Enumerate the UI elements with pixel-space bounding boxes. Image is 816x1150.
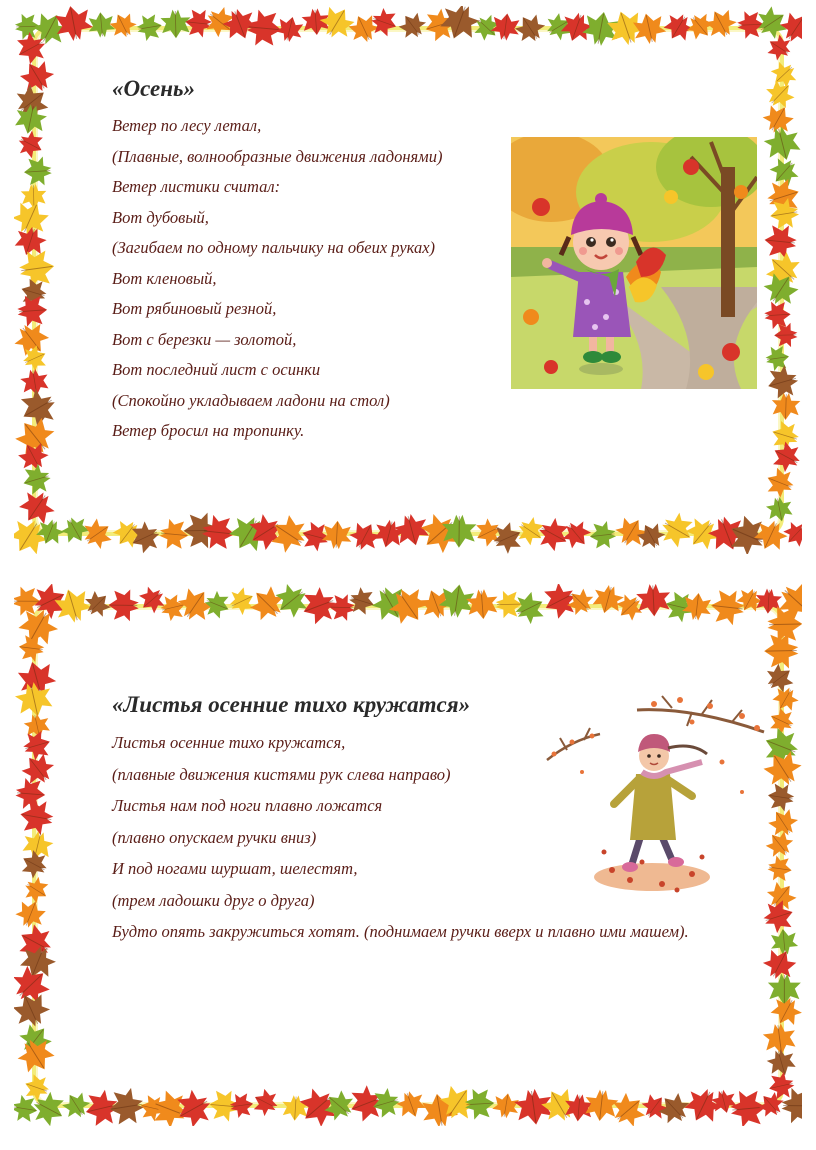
poem-title: «Листья осенние тихо кружатся» bbox=[112, 692, 471, 717]
poem-line: (Спокойно укладываем ладони на стол) bbox=[112, 390, 390, 410]
poem-line: Ветер по лесу летал, bbox=[112, 116, 262, 135]
poem-line: (Плавные, волнообразные движения ладонями) bbox=[112, 146, 443, 166]
poem-line: Листья осенние тихо кружатся, bbox=[112, 733, 346, 752]
poem-lines bbox=[112, 111, 442, 447]
poem-line: (плавно опускаем ручки вниз) bbox=[112, 827, 317, 847]
poem-card-autumn bbox=[14, 6, 802, 554]
poem-line: (трем ладошки друг о друга) bbox=[112, 890, 315, 910]
girl-falling-leaves-illustration bbox=[542, 692, 772, 897]
poem-line: Будто опять закружиться хотят. (поднимаем ручки вверх и плавно ими машем). bbox=[112, 922, 689, 941]
girl-autumn-park-illustration bbox=[511, 137, 757, 389]
poem-title: «Осень» bbox=[112, 76, 196, 101]
poem-line: Вот рябиновый резной, bbox=[112, 299, 277, 318]
poem-line: (плавные движения кистями рук слева направо) bbox=[112, 764, 451, 784]
poem-line: Ветер бросил на тропинку. bbox=[112, 421, 305, 440]
poem-line: Вот кленовый, bbox=[112, 268, 217, 288]
poem-line: Ветер листики считал: bbox=[112, 177, 281, 196]
poem-line: Вот дубовый, bbox=[112, 207, 209, 227]
poem-line: Листья нам под ноги плавно ложатся bbox=[112, 796, 383, 815]
poem-line: Вот с березки — золотой, bbox=[112, 329, 297, 349]
poem-line: И под ногами шуршат, шелестят, bbox=[112, 859, 358, 878]
poem-line: Вот последний лист с осинки bbox=[112, 360, 321, 379]
poem-card-leaves bbox=[14, 584, 802, 1126]
poem-line: (Загибаем по одному пальчику на обеих руках) bbox=[112, 238, 436, 257]
